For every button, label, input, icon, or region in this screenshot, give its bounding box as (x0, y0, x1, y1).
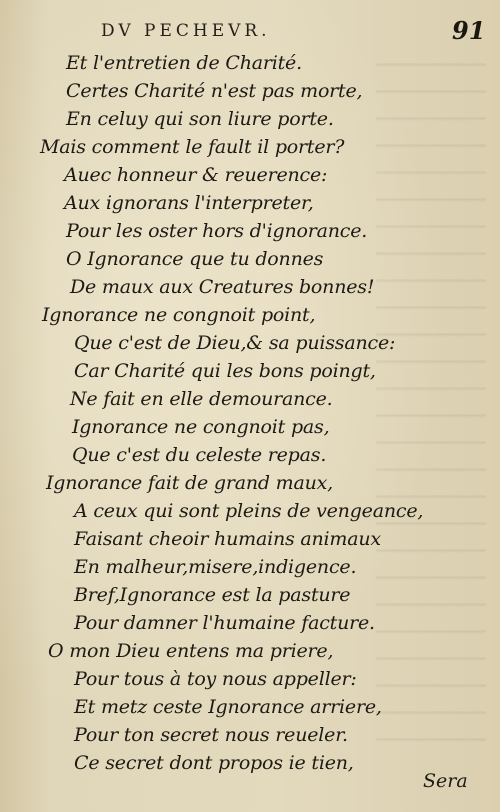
verse-line: Car Charité qui les bons poingt, (74, 360, 376, 382)
verse-line: Ne fait en elle demourance. (70, 388, 333, 410)
verse-line: En malheur,misere,indigence. (74, 556, 357, 578)
verse-line: Certes Charité n'est pas morte, (66, 80, 363, 102)
verse-line: O Ignorance que tu donnes (66, 248, 324, 270)
verse-line: Que c'est du celeste repas. (72, 444, 327, 466)
verse-line: O mon Dieu entens ma priere, (48, 640, 334, 662)
page-number: 91 (452, 16, 486, 45)
verse-line: Bref,Ignorance est la pasture (74, 584, 351, 606)
running-head: DV PECHEVR. (101, 21, 271, 41)
verse-line: Pour tous à toy nous appeller: (74, 668, 357, 690)
verse-line: Pour damner l'humaine facture. (74, 612, 375, 634)
verse-line: De maux aux Creatures bonnes! (70, 276, 375, 298)
verse-line: Ignorance ne congnoit pas, (72, 416, 330, 438)
verse-line: Mais comment le fault il porter? (40, 136, 345, 158)
verse-line: En celuy qui son liure porte. (66, 108, 334, 130)
verse-line: A ceux qui sont pleins de vengeance, (74, 500, 424, 522)
show-through-text (376, 45, 486, 765)
verse-line: Ignorance ne congnoit point, (42, 304, 316, 326)
verse-line: Et metz ceste Ignorance arriere, (74, 696, 382, 718)
catchword: Sera (423, 770, 468, 792)
verse-line: Pour les oster hors d'ignorance. (66, 220, 368, 242)
page-header (0, 16, 500, 46)
verse-line: Ce secret dont propos ie tien, (74, 752, 354, 774)
verse-line: Auec honneur & reuerence: (64, 164, 328, 186)
verse-line: Pour ton secret nous reueler. (74, 724, 348, 746)
verse-line: Et l'entretien de Charité. (66, 52, 302, 74)
verse-line: Aux ignorans l'interpreter, (64, 192, 314, 214)
verse-line: Ignorance fait de grand maux, (46, 472, 334, 494)
verse-line: Faisant cheoir humains animaux (74, 528, 381, 550)
verse-line: Que c'est de Dieu,& sa puissance: (74, 332, 396, 354)
